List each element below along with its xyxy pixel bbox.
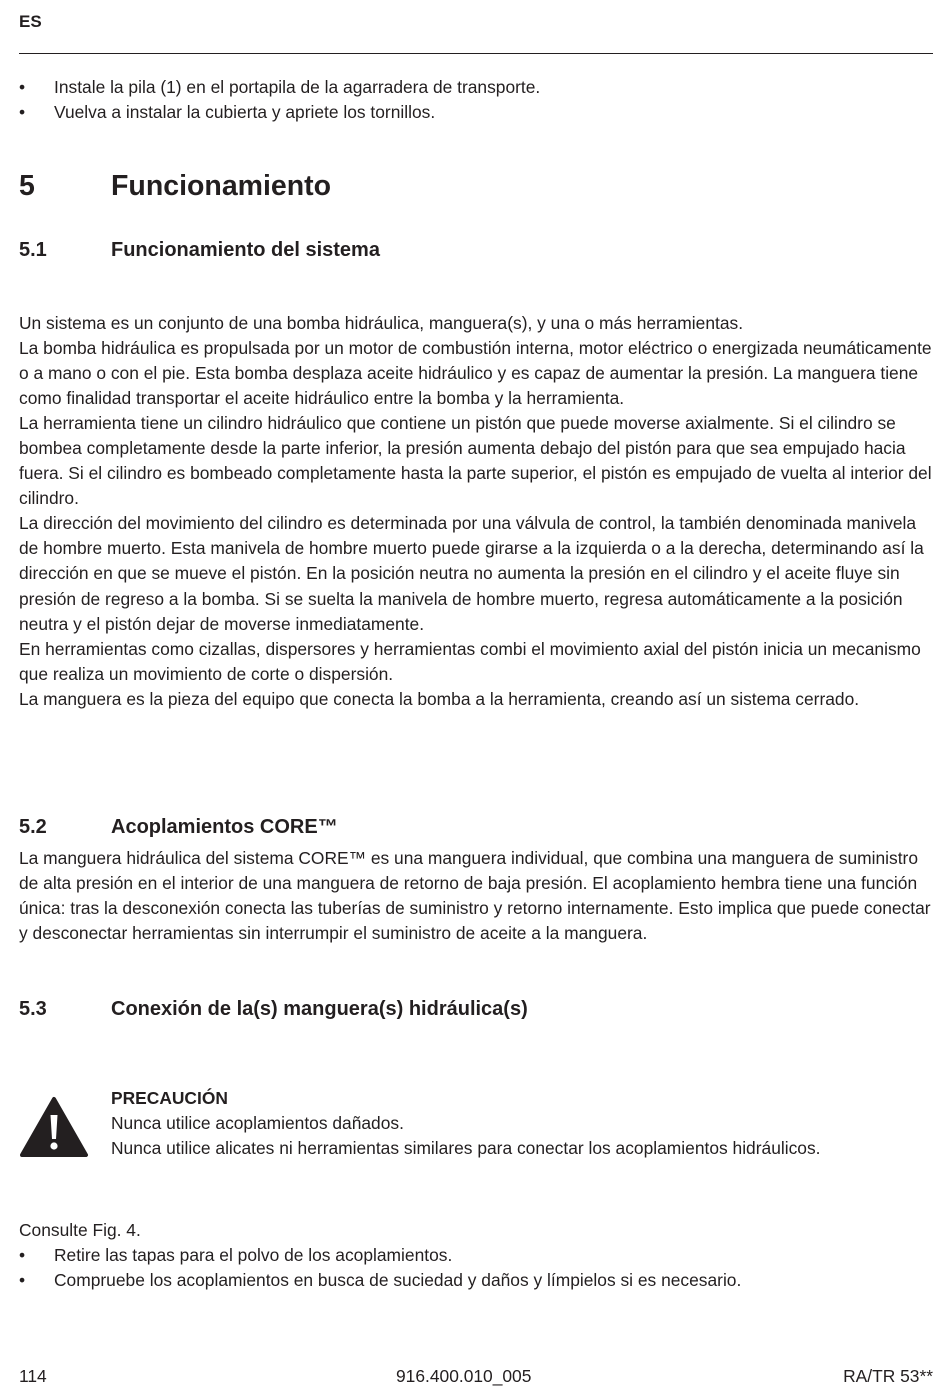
page-number: 114 (19, 1366, 47, 1386)
paragraph: La bomba hidráulica es propulsada por un motor de combustión interna, motor eléctrico o energizada neumáticamente o a mano o con el pie. Esta bomba desplaza aceite hidráulico y es capaz de aumentar la presión. La manguera tiene como finalidad transportar el aceite hidráulico entre la bomba y la herramienta. (19, 338, 932, 409)
section-title: Conexión de la(s) manguera(s) hidráulica(s) (111, 998, 528, 1020)
caution-line: Nunca utilice alicates ni herramientas similares para conectar los acoplamientos hidráulicos. (111, 1138, 821, 1158)
list-item: • Instale la pila (1) en el portapila de la agarradera de transporte. (19, 75, 540, 100)
section-number: 5.1 (19, 239, 47, 261)
section-number: 5 (19, 170, 35, 202)
model-number: RA/TR 53** (843, 1366, 933, 1386)
section-5-heading (19, 168, 331, 204)
section-5-3-heading (19, 996, 528, 1022)
list-item: • Compruebe los acoplamientos en busca de suciedad y daños y límpielos si es necesario. (19, 1268, 741, 1293)
section-5-1-heading (19, 237, 380, 263)
warning-triangle-icon (19, 1096, 89, 1158)
caution-block (111, 1086, 820, 1161)
figure-reference (19, 1218, 933, 1243)
section-title: Funcionamiento del sistema (111, 239, 380, 261)
list-item: • Retire las tapas para el polvo de los acoplamientos. (19, 1243, 741, 1268)
list-item: • Vuelva a instalar la cubierta y apriete los tornillos. (19, 100, 540, 125)
section-number: 5.3 (19, 998, 47, 1020)
paragraph: La dirección del movimiento del cilindro es determinada por una válvula de control, la también denominada manivela de hombre muerto. Esta manivela de hombre muerto puede girarse a la izquierda o a la derecha, determinando así la dirección en que se mueve el pistón. En la posición neutra no aumenta la presión en el cilindro y el aceite fluye sin presión de regreso a la bomba. Si se suelta la manivela de hombre muerto, regresa automáticamente a la posición neutra y el pistón dejar de moverse inmediatamente. (19, 513, 924, 634)
paragraph: La manguera hidráulica del sistema CORE™ es una manguera individual, que combina una manguera de suministro de alta presión en el interior de una manguera de retorno de baja presión. El acoplamiento hembra tiene una función única: tras la desconexión conecta las tuberías de suministro y retorno internamente. Esto implica que puede conectar y desconectar herramientas sin interrumpir el suministro de aceite a la manguera. (19, 848, 931, 944)
paragraph: La manguera es la pieza del equipo que conecta la bomba a la herramienta, creando así un sistema cerrado. (19, 688, 860, 709)
paragraph: Consulte Fig. 4. (19, 1220, 141, 1240)
section-5-3-bullet-list (19, 1243, 741, 1293)
section-5-2-heading (19, 814, 338, 840)
intro-bullet-list (19, 75, 540, 125)
paragraph: En herramientas como cizallas, dispersores y herramientas combi el movimiento axial del pistón inicia un mecanismo que realiza un movimiento de corte o dispersión. (19, 638, 921, 684)
language-code: ES (19, 12, 42, 31)
section-number: 5.2 (19, 816, 47, 838)
section-5-2-body (19, 846, 933, 946)
section-title: Acoplamientos CORE™ (111, 816, 338, 838)
section-title: Funcionamiento (111, 170, 332, 202)
header-divider (19, 53, 933, 54)
caution-title: PRECAUCIÓN (111, 1088, 228, 1108)
section-5-1-body (19, 311, 933, 712)
paragraph: Un sistema es un conjunto de una bomba hidráulica, manguera(s), y una o más herramientas. (19, 313, 744, 333)
paragraph: La herramienta tiene un cilindro hidráulico que contiene un pistón que puede moverse axialmente. Si el cilindro se bombea completamente desde la parte inferior, la presión aumenta debajo del pistón para que sea empujado hacia fuera. Si el cilindro es bombeado completamente hasta la parte superior, el pistón es empujado de vuelta al interior del cilindro. (19, 413, 932, 509)
document-number: 916.400.010_005 (396, 1366, 532, 1386)
caution-line: Nunca utilice acoplamientos dañados. (111, 1113, 404, 1133)
